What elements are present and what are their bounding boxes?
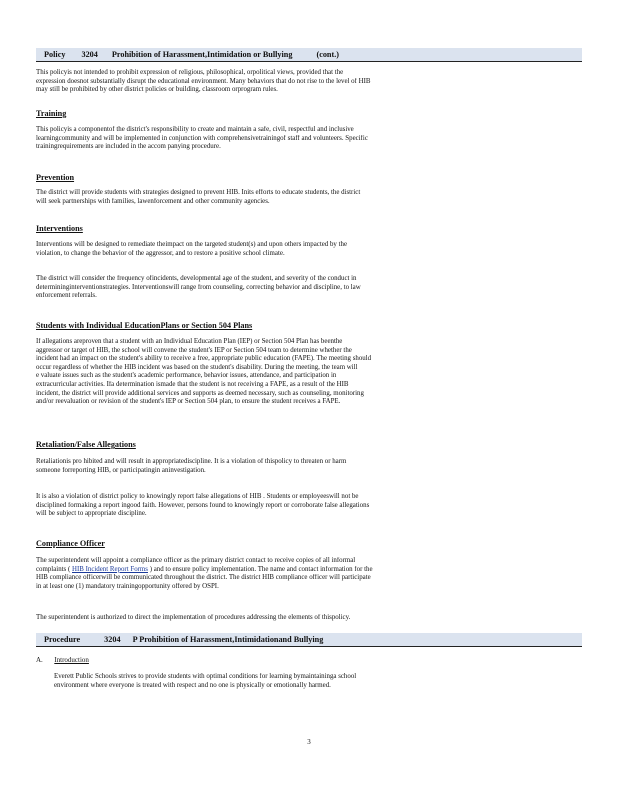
text-fragment: complaints ( <box>36 565 71 573</box>
text-line: occur regardless of whether the HIB incident was based on the student's disability. During the meeting, the team will <box>36 363 358 371</box>
procedure-header-bar <box>36 633 582 647</box>
text-line: incident, the district will provide additional services and supports as deemed necessary, such as counseling, monitoring <box>36 389 364 397</box>
procedure-label: Procedure <box>44 635 81 644</box>
retaliation-paragraph-2 <box>36 493 546 519</box>
iep-paragraph <box>36 338 546 407</box>
interventions-heading: Interventions <box>36 224 83 233</box>
text-line: will be subject to appropriate discipline. <box>36 510 147 518</box>
text-line: may still be prohibited by other district policies or building, classroom orprogram rules. <box>36 86 278 94</box>
text-line: HIB compliance officerwill be communicated throughout the district. The district HIB compliance officer will participate <box>36 574 371 582</box>
text-line: violation, to change the behavior of the aggressor, and to restore a positive school climate. <box>36 249 285 257</box>
compliance-paragraph-1 <box>36 557 546 591</box>
text-line: This policyis a componentof the district's responsibility to create and maintain a safe, civil, respectful and inclusive <box>36 126 354 133</box>
text-line: learningcommunity and will be implemented in conjunction with comprehensivetrainingof staff and volunteers. Specific <box>36 134 368 142</box>
section-a-heading: Introduction <box>54 656 89 664</box>
text-line: determininginterventionstrategies. Interventionswill range from counseling, correcting behavior and discipline, to law <box>36 283 361 291</box>
section-a <box>36 656 89 665</box>
text-line: It is also a violation of district policy to knowingly report false allegations of HIB . Students or employeeswill not be <box>36 493 359 500</box>
retaliation-heading: Retaliation/False Allegations <box>36 440 136 449</box>
procedure-number: 3204 <box>104 635 121 644</box>
text-line: This policyis not intended to prohibit expression of religious, philosophical, orpolitical views, provided that the <box>36 69 344 76</box>
text-line: will seek partnerships with families, lawenforcement and other community agencies. <box>36 197 270 205</box>
procedure-title: P Prohibition of Harassment,Intimidationand Bullying <box>132 635 324 644</box>
text-line: in at least one (1) mandatory trainingopportunity offered by OSPI. <box>36 582 219 590</box>
text-line: The district will consider the frequency ofincidents, developmental age of the student, and severity of the conduct in <box>36 275 357 282</box>
section-a-marker: A. <box>36 656 43 664</box>
policy-number: 3204 <box>81 50 98 59</box>
policy-label: Policy <box>44 50 66 59</box>
compliance-heading: Compliance Officer <box>36 539 105 548</box>
text-line: enforcement referrals. <box>36 292 97 300</box>
text-line <box>36 566 546 575</box>
text-line: trainingrequirements are included in the accom panying procedure. <box>36 143 221 151</box>
text-line: The district will provide students with strategies designed to prevent HIB. Inits efforts to educate students, the district <box>36 189 361 196</box>
text-line: The superintendent will appoint a compliance officer as the primary district contact to receive copies of all informal <box>36 557 356 564</box>
policy-title: Prohibition of Harassment,Intimidation or Bullying <box>111 50 293 59</box>
policy-cont: (cont.) <box>316 50 339 59</box>
text-line: and/or reevaluation or revision of the student's IEP or Section 504 plan, to ensure the student receives a FAPE. <box>36 398 341 406</box>
retaliation-paragraph-1 <box>36 458 546 475</box>
text-line: environment where everyone is treated with respect and no one is physically or emotionally harmed. <box>54 681 331 689</box>
text-line: someone forreporting HIB, or participatingin aninvestigation. <box>36 466 206 474</box>
text-line: aggressor or target of HIB, the school will convene the student's IEP or Section 504 team to determine whether the <box>36 346 352 354</box>
section-a-paragraph <box>54 673 532 690</box>
text-line: incident had an impact on the student's ability to receive a free, appropriate public education (FAPE). The meeting should <box>36 355 372 363</box>
prevention-heading: Prevention <box>36 173 75 182</box>
text-line: Everett Public Schools strives to provide students with optimal conditions for learning bymaintaininga school <box>54 673 357 680</box>
text-line: extracurricular activities. Ifa determination ismade that the student is not receiving a FAPE, as a result of the HIB <box>36 380 349 388</box>
interventions-paragraph-2 <box>36 275 546 301</box>
compliance-paragraph-2 <box>36 614 546 623</box>
text-line: expression doesnot substantially disrupt the educational environment. Many behaviors that do not rise to the level of HIB <box>36 77 371 85</box>
text-line: disciplined formaking a report ingood faith. However, persons found to knowingly report or corroborate false allegations <box>36 501 370 509</box>
iep-heading: Students with Individual EducationPlans or Section 504 Plans <box>36 321 253 330</box>
text-fragment: ) and to ensure policy implementation. The name and contact information for the <box>149 565 373 573</box>
text-line: If allegations areproven that a student with an Individual Education Plan (IEP) or Section 504 Plan has beenthe <box>36 338 343 345</box>
text-line: Retaliationis pro hibited and will result in appropriatediscipline. It is a violation of thispolicy to threaten or harm <box>36 458 347 465</box>
hib-incident-report-forms-link[interactable]: HIB Incident Report Forms <box>72 565 148 573</box>
page-number: 3 <box>307 738 311 746</box>
prevention-paragraph <box>36 189 546 206</box>
text-line: The superintendent is authorized to direct the implementation of procedures addressing the elements of thispolicy. <box>36 614 351 621</box>
intro-paragraph <box>36 69 546 95</box>
interventions-paragraph-1 <box>36 241 546 258</box>
text-line: e valuate issues such as the student's academic performance, behavior issues, attendance, and participation in <box>36 372 337 380</box>
text-line: Interventions will be designed to remediate theimpact on the targeted student(s) and upon others impacted by the <box>36 241 348 248</box>
training-heading: Training <box>36 109 67 118</box>
training-paragraph <box>36 126 546 152</box>
policy-header-bar <box>36 48 582 62</box>
